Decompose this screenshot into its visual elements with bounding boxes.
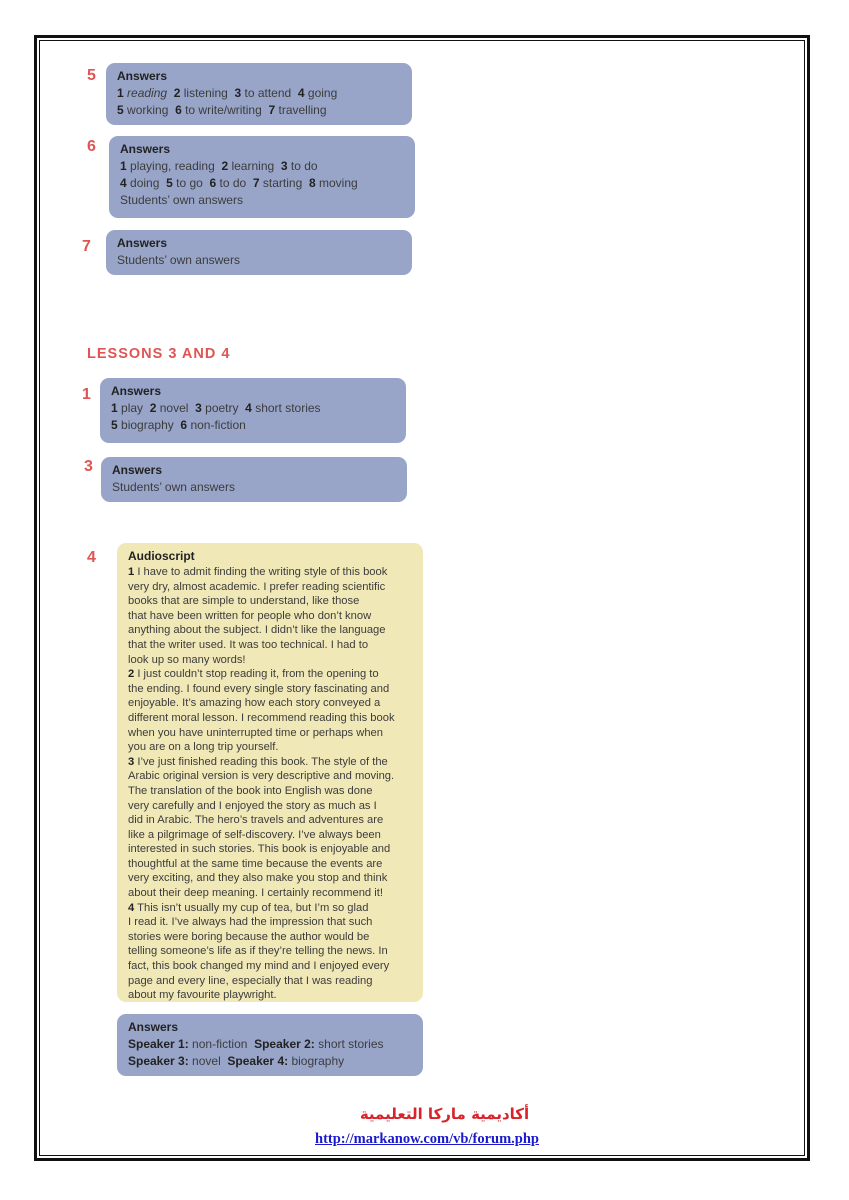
answer-line: Students’ own answers bbox=[120, 193, 243, 207]
audioscript-line: you are on a long trip yourself. bbox=[128, 741, 279, 754]
section-heading: LESSONS 3 AND 4 bbox=[87, 346, 231, 362]
audioscript-line: interested in such stories. This book is enjoyable and bbox=[128, 843, 391, 856]
audioscript-line: books that are simple to understand, like those bbox=[128, 595, 360, 608]
audioscript-line: very exciting, and they also make you stop and think bbox=[128, 872, 388, 885]
exercise-number: 4 bbox=[87, 549, 96, 566]
audioscript-line: look up so many words! bbox=[128, 653, 246, 666]
audioscript-line: enjoyable. It’s amazing how each story conveyed a bbox=[128, 697, 381, 710]
answer-line: 1 play 2 novel 3 poetry 4 short stories bbox=[111, 401, 321, 415]
audioscript-line: the ending. I found every single story fascinating and bbox=[128, 682, 390, 695]
answer-line: 4 doing 5 to go 6 to do 7 starting 8 moving bbox=[120, 176, 358, 190]
audioscript-line: 3 I’ve just finished reading this book. The style of the bbox=[128, 755, 388, 768]
audioscript-line: like a pilgrimage of self-discovery. I’ve always been bbox=[128, 828, 381, 841]
answer-line: 5 biography 6 non-fiction bbox=[111, 418, 246, 432]
answers-box-7 bbox=[106, 230, 412, 275]
answers-box-5 bbox=[106, 63, 412, 125]
answer-line: 1 reading 2 listening 3 to attend 4 going bbox=[117, 86, 338, 100]
answers-title: Answers bbox=[111, 384, 162, 398]
audioscript-line: I read it. I’ve always had the impression that such bbox=[128, 916, 373, 929]
answers-box-l3 bbox=[101, 457, 407, 502]
audioscript-line: about my favourite playwright. bbox=[128, 989, 277, 1002]
answer-line: 1 playing, reading 2 learning 3 to do bbox=[120, 159, 318, 173]
answers-box-speakers bbox=[117, 1014, 423, 1076]
audioscript-line: 4 This isn’t usually my cup of tea, but I’m so glad bbox=[128, 901, 369, 914]
exercise-number: 6 bbox=[87, 138, 96, 155]
footer-academy-name: أكاديمية ماركا التعليمية bbox=[359, 1105, 530, 1123]
audioscript-line: different moral lesson. I recommend reading this book bbox=[128, 711, 395, 724]
audioscript-line: did in Arabic. The hero’s travels and adventures are bbox=[128, 814, 384, 827]
audioscript-line: The translation of the book into English was done bbox=[128, 784, 373, 797]
audioscript-line: Arabic original version is very descriptive and moving. bbox=[128, 770, 395, 783]
audioscript-line: 1 I have to admit finding the writing style of this book bbox=[128, 566, 388, 578]
audioscript-line: about their deep meaning. I certainly recommend it! bbox=[128, 887, 383, 900]
answer-line: Students’ own answers bbox=[112, 480, 235, 494]
answer-line: Speaker 1: non-fiction Speaker 2: short stories bbox=[128, 1037, 384, 1051]
answers-title: Answers bbox=[117, 236, 168, 250]
audioscript-title: Audioscript bbox=[128, 549, 195, 563]
audioscript-line: 2 I just couldn’t stop reading it, from the opening to bbox=[128, 668, 379, 681]
exercise-number: 7 bbox=[82, 238, 91, 255]
answers-title: Answers bbox=[117, 69, 168, 83]
audioscript-line: when you have uninterrupted time or perhaps when bbox=[128, 726, 383, 739]
audioscript-line: anything about the subject. I didn’t like the language bbox=[128, 624, 386, 637]
audioscript-line: page and every line, especially that I was reading bbox=[128, 974, 373, 987]
audioscript-line: very dry, almost academic. I prefer reading scientific bbox=[128, 580, 386, 593]
audioscript-line: telling someone’s life as if they’re telling the news. In bbox=[128, 945, 388, 958]
answer-line: 5 working 6 to write/writing 7 travelling bbox=[117, 103, 327, 117]
audioscript-line: very carefully and I enjoyed the story as much as I bbox=[128, 799, 377, 812]
audioscript-box bbox=[117, 543, 423, 1002]
audioscript-text bbox=[128, 565, 413, 1003]
footer-forum-link[interactable]: http://markanow.com/vb/forum.php bbox=[315, 1131, 539, 1147]
answer-line: Speaker 3: novel Speaker 4: biography bbox=[128, 1054, 345, 1068]
audioscript-line: fact, this book changed my mind and I enjoyed every bbox=[128, 960, 390, 973]
answers-title: Answers bbox=[120, 142, 171, 156]
answers-title: Answers bbox=[128, 1020, 179, 1034]
exercise-number: 1 bbox=[82, 386, 91, 403]
answers-title: Answers bbox=[112, 463, 163, 477]
audioscript-line: stories were boring because the author would be bbox=[128, 930, 370, 943]
answer-line: Students’ own answers bbox=[117, 253, 240, 267]
audioscript-line: that have been written for people who don’t know bbox=[128, 609, 372, 622]
exercise-number: 5 bbox=[87, 67, 96, 84]
exercise-number: 3 bbox=[84, 458, 93, 475]
audioscript-line: that the writer used. It was too technical. I had to bbox=[128, 638, 369, 651]
audioscript-line: thoughtful at the same time because the events are bbox=[128, 857, 383, 870]
answers-box-6 bbox=[109, 136, 415, 218]
answers-box-l1 bbox=[100, 378, 406, 443]
